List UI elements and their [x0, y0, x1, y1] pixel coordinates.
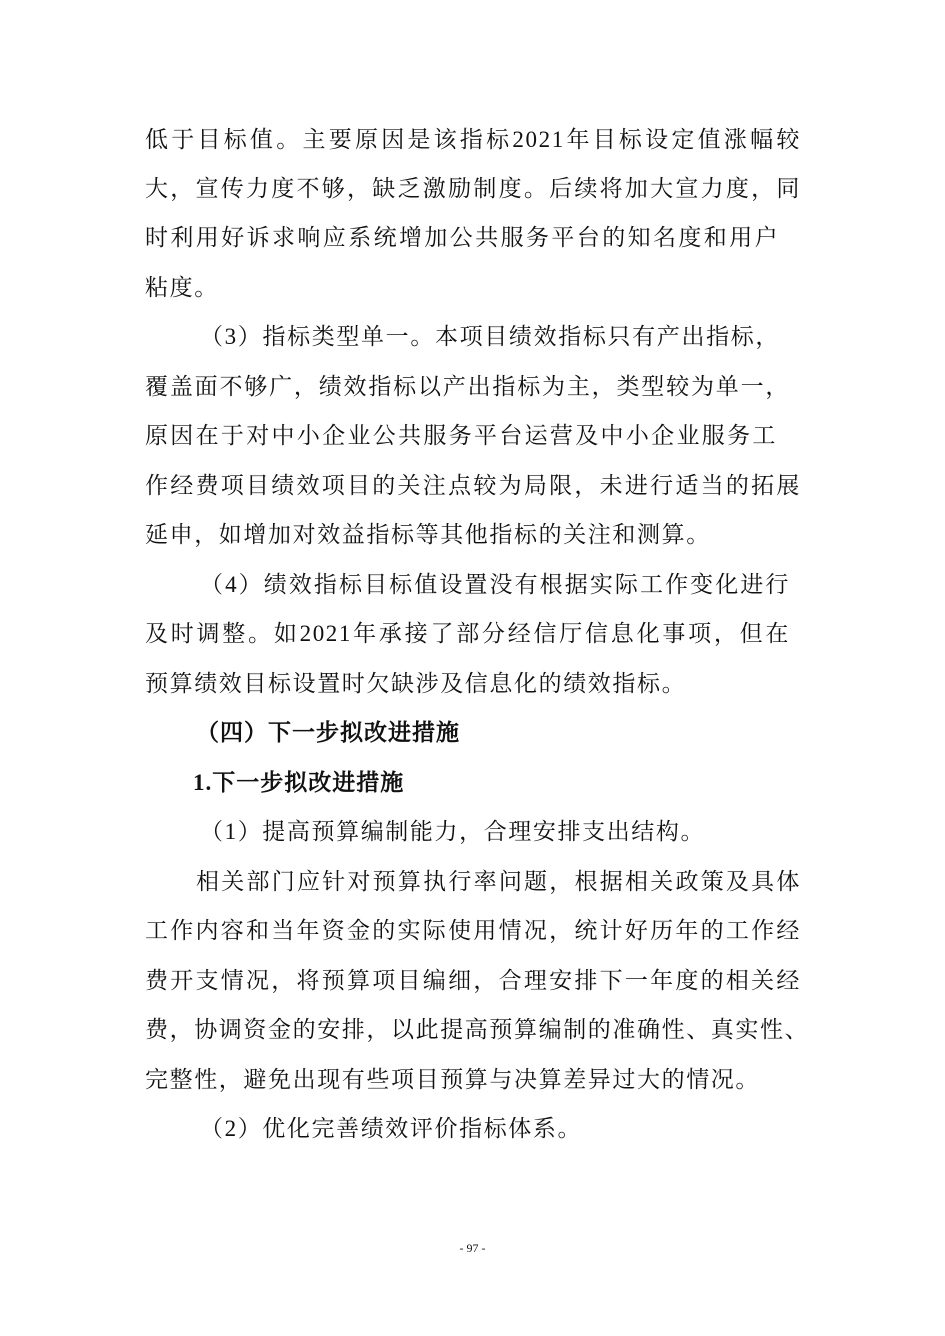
body-line: 原因在于对中小企业公共服务平台运营及中小企业服务工 — [145, 423, 777, 448]
section-heading: （四）下一步拟改进措施 — [196, 720, 460, 745]
body-line: 预算绩效目标设置时欠缺涉及信息化的绩效指标。 — [145, 671, 687, 696]
body-line: 延申，如增加对效益指标等其他指标的关注和测算。 — [145, 522, 711, 547]
body-line: 费开支情况，将预算项目编细，合理安排下一年度的相关经 — [145, 968, 801, 993]
body-line: 时利用好诉求响应系统增加公共服务平台的知名度和用户 — [145, 225, 780, 250]
body-line: 完整性，避免出现有些项目预算与决算差异过大的情况。 — [145, 1067, 760, 1092]
body-line: （2）优化完善绩效评价指标体系。 — [200, 1116, 583, 1141]
body-line: 及时调整。如2021年承接了部分经信厅信息化事项，但在 — [145, 621, 790, 646]
page-number: - 97 - — [459, 1241, 486, 1255]
body-line: （3）指标类型单一。本项目绩效指标只有产出指标， — [200, 324, 780, 349]
body-line: 作经费项目绩效项目的关注点较为局限，未进行适当的拓展 — [145, 473, 801, 498]
body-line: （1）提高预算编制能力，合理安排支出结构。 — [200, 819, 706, 844]
body-line: 工作内容和当年资金的实际使用情况，统计好历年的工作经 — [145, 918, 801, 943]
body-line: （4）绩效指标目标值设置没有根据实际工作变化进行 — [200, 572, 790, 597]
body-line: 粘度。 — [145, 275, 219, 300]
body-line: 覆盖面不够广，绩效指标以产出指标为主，类型较为单一， — [145, 374, 790, 399]
body-line: 大，宣传力度不够，缺乏激励制度。后续将加大宣力度，同 — [145, 176, 801, 201]
body-line: 费，协调资金的安排，以此提高预算编制的准确性、真实性、 — [145, 1017, 810, 1042]
body-line: 低于目标值。主要原因是该指标2021年目标设定值涨幅较 — [145, 127, 801, 152]
body-line: 相关部门应针对预算执行率问题，根据相关政策及具体 — [196, 869, 801, 894]
subsection-heading: 1.下一步拟改进措施 — [193, 770, 405, 795]
